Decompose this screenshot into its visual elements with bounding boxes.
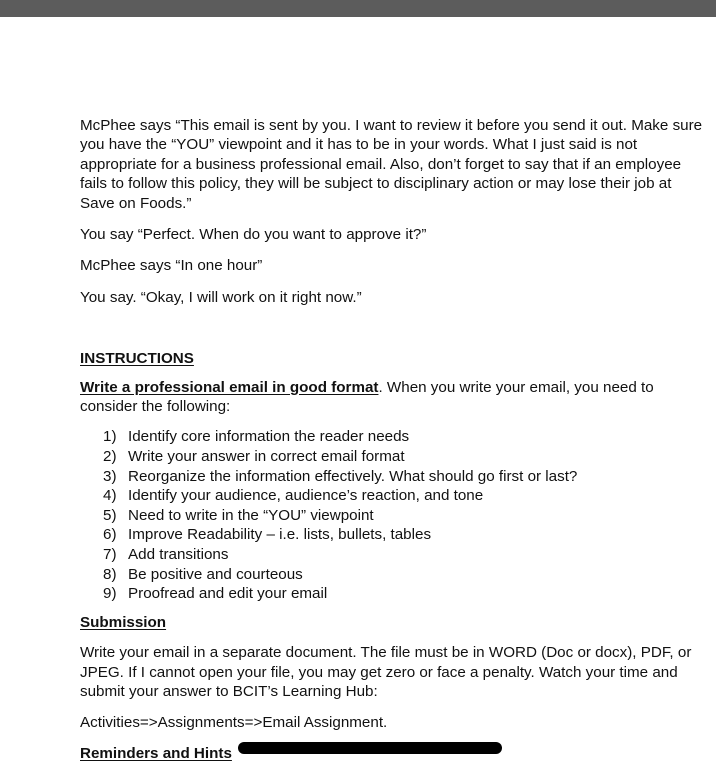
- reminders-heading: Reminders and Hints: [80, 744, 232, 762]
- list-item-text: Identify core information the reader needs: [128, 428, 410, 446]
- list-item-number: 5): [103, 506, 117, 524]
- instructions-list: [80, 427, 708, 603]
- instructions-lead-rest: . When you write your email, you need to consider the following:: [80, 378, 654, 416]
- top-bar: [0, 0, 716, 17]
- list-item: [103, 525, 708, 545]
- list-item-text: Identify your audience, audience’s reaction, and tone: [128, 487, 484, 505]
- list-item: [103, 427, 708, 447]
- list-item-number: 1): [103, 428, 117, 446]
- list-item-number: 6): [103, 526, 117, 544]
- list-item: [103, 545, 708, 565]
- list-item-text: Be positive and courteous: [128, 565, 303, 583]
- list-item-text: Write your answer in correct email format: [128, 448, 405, 466]
- submission-path: Activities=>Assignments=>Email Assignment.: [80, 714, 388, 732]
- list-item-number: 8): [103, 565, 117, 583]
- dialogue-paragraph-1: McPhee says “This email is sent by you. I want to review it before you send it out. Make sure you have the “YOU” viewpoint and it has to be in your words. What I just said is not appropriate for a business professional email. Also, don’t forget to say that if an employee fails to follow this policy, they will be subject to disciplinary action or may lose their job at Save on Foods.”: [80, 117, 703, 212]
- instructions-lead-bold: Write a professional email in good format: [80, 378, 379, 396]
- dialogue-paragraph-2: You say “Perfect. When do you want to approve it?”: [80, 226, 427, 244]
- instructions-heading: INSTRUCTIONS: [80, 350, 194, 368]
- list-item: [103, 506, 708, 526]
- list-item: [103, 447, 708, 467]
- list-item-text: Reorganize the information effectively. What should go first or last?: [128, 467, 578, 485]
- list-item: [103, 565, 708, 585]
- list-item-number: 7): [103, 546, 117, 564]
- dialogue-paragraph-3: McPhee says “In one hour”: [80, 257, 263, 275]
- list-item: [103, 584, 708, 604]
- instructions-lead: [80, 378, 708, 417]
- list-item-text: Improve Readability – i.e. lists, bullets, tables: [128, 526, 432, 544]
- list-item-text: Need to write in the “YOU” viewpoint: [128, 506, 374, 524]
- submission-text: Write your email in a separate document. The file must be in WORD (Doc or docx), PDF, or JPEG. If I cannot open your file, you may get zero or face a penalty. Watch your time and submit your answer to BCIT’s Learning Hub:: [80, 644, 692, 701]
- redaction-mark: [238, 742, 502, 754]
- list-item-number: 3): [103, 467, 117, 485]
- submission-heading: Submission: [80, 613, 167, 631]
- list-item: [103, 486, 708, 506]
- list-item-number: 9): [103, 585, 117, 603]
- list-item: [103, 467, 708, 487]
- list-item-text: Proofread and edit your email: [128, 585, 328, 603]
- document-page: [80, 116, 708, 763]
- list-item-text: Add transitions: [128, 546, 229, 564]
- list-item-number: 4): [103, 487, 117, 505]
- dialogue-paragraph-4: You say. “Okay, I will work on it right now.”: [80, 288, 362, 306]
- list-item-number: 2): [103, 448, 117, 466]
